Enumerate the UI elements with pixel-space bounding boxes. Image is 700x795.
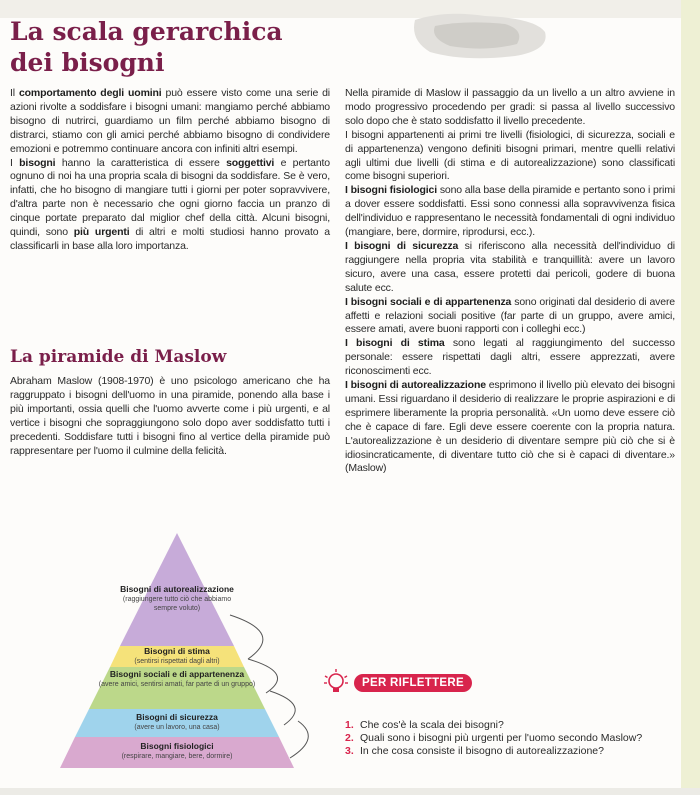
question-item: 3. In che cosa consiste il bisogno di autorealizzazione?: [345, 745, 604, 757]
pyramid-label-physiological: Bisogni fisiologici (respirare, mangiare, bere, dormire): [121, 741, 233, 760]
pyramid-label-self-actualization: Bisogni di autorealizzazione (raggiungere tutto ciò che abbiamo sempre voluto): [120, 584, 234, 612]
right-paragraph-5: I bisogni sociali e di appartenenza sono originati dal desiderio di avere affetti e relazioni sociali positive (far parte di un gruppo, avere amici, essere amati, avere buoni rapporti con i colleghi ecc.): [345, 295, 675, 336]
title-line-1: La scala gerarchica: [10, 17, 283, 46]
pyramid-label-safety: Bisogni di sicurezza (avere un lavoro, una casa): [134, 712, 220, 731]
intro-paragraph-2: I bisogni hanno la caratteristica di essere soggettivi e pertanto ognuno di noi ha una propria scala di bisogni da soddisfare. Se è vero, infatti, che ho bisogno di mangiare tutti i giorni per poter sopravvivere, d'altra parte non è necessario che ogni giorno faccia un pranzo di cinque portate preparato dal miglior chef della città. Alcuni bisogni, quindi, sono più urgenti di altri e molti studiosi hanno provato a classificarli in base alla loro importanza.: [10, 156, 330, 252]
section-title: La piramide di Maslow: [10, 347, 227, 367]
pyramid-label-social: Bisogni sociali e di appartenenza (avere amici, sentirsi amati, far parte di un gruppo): [98, 669, 256, 688]
stone-illustration: [405, 10, 555, 62]
question-item: 2. Quali sono i bisogni più urgenti per l'uomo secondo Maslow?: [345, 732, 643, 744]
intro-paragraph-1: Il comportamento degli uomini può essere visto come una serie di azioni rivolte a soddisfare i bisogni umani: mangiamo perché abbiamo bisogno di nutrirci, guardiamo un film perché abbiamo bisogno di distrarci, stiamo con gli amici perché abbiamo bisogno di condividere emozioni e potremmo continuare ancora con infiniti altri esempi.: [10, 87, 330, 155]
right-column-text: [345, 87, 675, 476]
question-item: 1. Che cos'è la scala dei bisogni?: [345, 719, 504, 731]
reflect-questions: [345, 719, 675, 758]
page-title: [10, 16, 340, 78]
reflect-title: PER RIFLETTERE: [354, 674, 472, 692]
pyramid-label-esteem: Bisogni di stima (sentirsi rispettati dagli altri): [134, 646, 220, 665]
bottom-margin: [0, 788, 700, 795]
right-paragraph-4: I bisogni di sicurezza si riferiscono alla necessità dell'individuo di raggiungere nella propria vita stabilità e tranquillità: avere un lavoro sicuro, avere una casa, essere protetti dai pericoli, godere di buona salute ecc.: [345, 239, 675, 294]
right-paragraph-1: Nella piramide di Maslow il passaggio da un livello a un altro avviene in modo progressivo procedendo per gradi: si passa al livello successivo solo dopo che è stato soddisfatto il livello precedente.: [345, 87, 675, 127]
arrow-1: [290, 721, 308, 758]
lightbulb-icon: [322, 668, 350, 696]
maslow-pyramid: [60, 533, 330, 773]
right-paragraph-2: I bisogni appartenenti ai primi tre livelli (fisiologici, di sicurezza, sociali e di appartenenza) vengono definiti bisogni primari, mentre quelli relativi agli ultimi due livelli (di stima e di autorealizzazione) sono classificati come bisogni superiori.: [345, 128, 675, 183]
title-line-2: dei bisogni: [10, 48, 165, 77]
right-paragraph-7: I bisogni di autorealizzazione esprimono il livello più elevato dei bisogni umani. Essi riguardano il desiderio di realizzare le proprie aspirazioni e di esprimere liberamente la propria personalità. «Un uomo deve essere ciò che è capace di fare. Egli deve essere coerente con la propria natura. L'autorealizzazione è un desiderio di diventare sempre più ciò che si è idiosincraticamente, di diventare tutto ciò che si è capaci di diventare.» (Maslow): [345, 379, 675, 475]
right-paragraph-3: I bisogni fisiologici sono alla base della piramide e pertanto sono i primi a dover essere soddisfatti. Essi sono connessi alla sopravvivenza fisica dell'individuo e rappresentano le necessità fondamentali di ogni individuo (mangiare, bere, dormire, riprodursi, ecc.).: [345, 184, 676, 239]
page-edge: [681, 0, 700, 795]
maslow-paragraph: Abraham Maslow (1908-1970) è uno psicologo americano che ha raggruppato i bisogni dell'uomo in una piramide, ponendo alla base i più importanti, ossia quelli che l'uomo avverte come i più urgenti, e al vertice i bisogni che sopraggiungono solo dopo aver soddisfatto tutti i precedenti. Soddisfare tutti i bisogni fino al vertice della piramide può rappresentare per l'uomo il culmine della felicità.: [10, 375, 330, 457]
right-paragraph-6: I bisogni di stima sono legati al raggiungimento del successo personale: essere rispettati dagli altri, essere apprezzati, avere riconoscimenti ecc.: [345, 337, 675, 378]
maslow-intro-text: [10, 375, 330, 458]
intro-text: [10, 87, 330, 254]
